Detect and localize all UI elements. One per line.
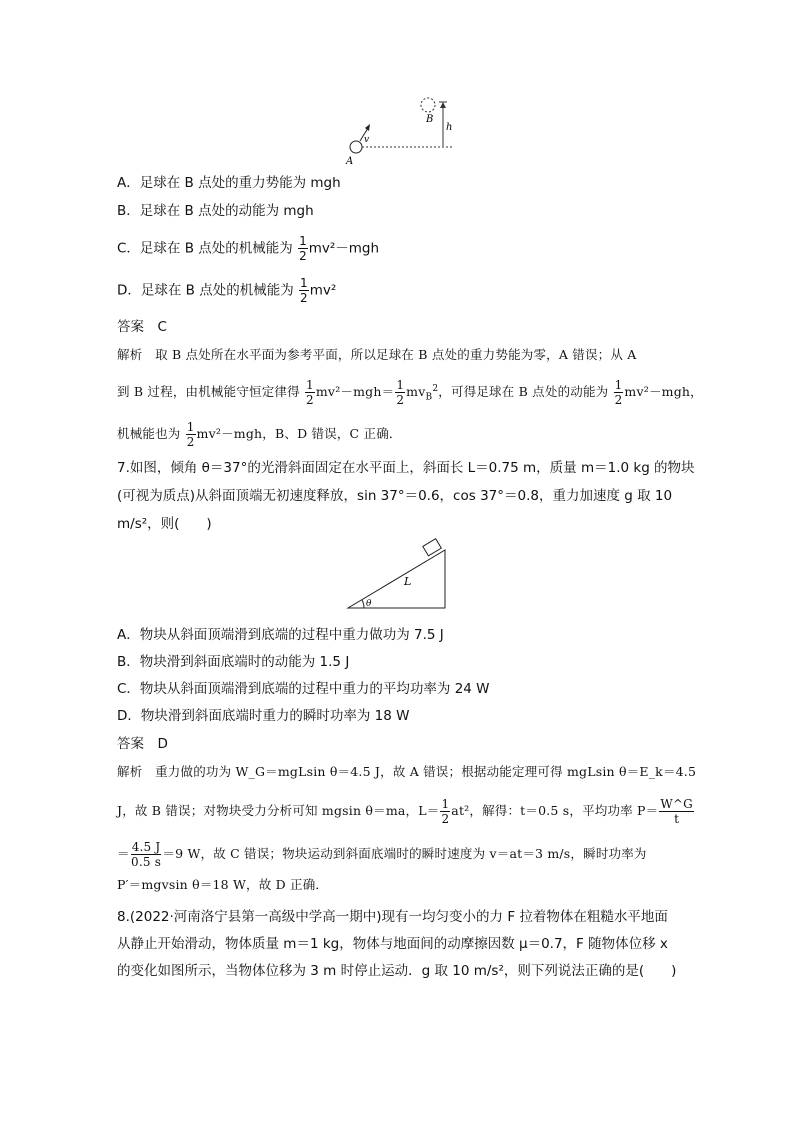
fraction-work-over-time: $\frac{4.5 J}{0.5 s}$ <box>131 840 162 869</box>
q6-option-c-expr: mv²－mgh <box>308 240 380 257</box>
q6-explanation-2: 到 B 过程，由机械能守恒定律得 $\frac{1}{2}$ mv²－mgh＝ $\frac{1}{2}$ $mv_B^2$，可得足球在 B 点处的动能为 $\frac{1}{2}$ mv²－mgh， <box>117 378 703 407</box>
label-b: B <box>426 114 434 125</box>
q7-answer: 答案 D <box>117 736 168 752</box>
q7-option-b: B．物块滑到斜面底端时的动能为 1.5 J <box>117 654 350 670</box>
ball-b-dashed <box>421 98 435 112</box>
q7-stem-2: (可视为质点)从斜面顶端无初速度释放，sin 37°＝0.6，cos 37°＝0.8，重力加速度 g 取 10 <box>117 488 673 504</box>
q6-option-d <box>117 276 336 305</box>
q7-explanation-2: J，故 B 错误；对物块受力分析可知 mgsin θ＝ma，L＝ $\frac{1}{2}$ at²，解得：t＝0.5 s，平均功率 P＝ $\frac{W\^{}G}{t}$ <box>117 797 693 826</box>
q7-explanation-4: P′＝mgvsin θ＝18 W，故 D 正确． <box>117 877 329 892</box>
fraction-wg-over-t: $\frac{W\^{}G}{t}$ <box>660 797 693 826</box>
q7-option-a: A．物块从斜面顶端滑到底端的过程中重力做功为 7.5 J <box>117 627 444 643</box>
q6-option-c-text: C．足球在 B 点处的机械能为 <box>117 240 293 257</box>
fraction-half: $\frac{1}{2}$ <box>306 378 314 407</box>
q7-option-c: C．物块从斜面顶端滑到底端的过程中重力的平均功率为 24 W <box>117 681 490 697</box>
q6-explanation-3: 机械能也为 $\frac{1}{2}$ mv²－mgh，B、D 错误，C 正确． <box>117 420 402 449</box>
q8-stem-2: 从静止开始滑动，物体质量 m＝1 kg，物体与地面间的动摩擦因数 μ＝0.7，F 随物体位移 x <box>117 936 668 952</box>
ball-a <box>350 141 362 153</box>
fraction-half: $\frac{1}{2}$ <box>186 420 195 449</box>
label-a: A <box>346 156 354 164</box>
q7-option-d: D．物块滑到斜面底端时重力的瞬时功率为 18 W <box>117 708 410 724</box>
q7-explanation-1: 解析 重力做的功为 W_G＝mgLsin θ＝4.5 J，故 A 错误；根据动能定理可得 mgLsin θ＝E_k＝4.5 <box>117 764 697 779</box>
label-h: h <box>446 122 453 133</box>
angle-arc <box>362 600 364 608</box>
velocity-arrow-head <box>365 124 370 131</box>
figure-incline <box>340 535 455 615</box>
q6-answer: 答案 C <box>117 319 167 335</box>
q6-option-d-text: D．足球在 B 点处的机械能为 <box>117 282 294 299</box>
q6-option-d-expr: mv² <box>309 282 337 299</box>
label-l: L <box>404 575 412 588</box>
fraction-half: $\frac{1}{2}$ <box>300 276 308 305</box>
q6-option-b: B．足球在 B 点处的动能为 mgh <box>117 203 314 219</box>
q6-explanation-1: 解析 取 B 点处所在水平面为参考平面，所以足球在 B 点处的重力势能为零，A 错误；从 A <box>117 347 637 362</box>
q8-stem-3: 的变化如图所示，当物体位移为 3 m 时停止运动．g 取 10 m/s²，则下列说法正确的是( ) <box>117 963 677 979</box>
figure-ball-trajectory <box>340 92 470 164</box>
incline-triangle <box>348 550 445 608</box>
q6-option-c <box>117 234 379 263</box>
fraction-half: $\frac{1}{2}$ <box>441 797 450 826</box>
label-theta: θ <box>366 599 372 609</box>
q7-explanation-3: ＝ $\frac{4.5 J}{0.5 s}$ ＝9 W，故 C 错误；物块运动到斜面底端时的瞬时速度为 v＝at＝3 m/s，瞬时功率为 <box>117 840 647 869</box>
fraction-half: $\frac{1}{2}$ <box>299 234 307 263</box>
fraction-half: $\frac{1}{2}$ <box>614 378 623 407</box>
q8-stem-1: 8.(2022·河南洛宁县第一高级中学高一期中)现有一均匀变小的力 F 拉着物体在粗糙水平地面 <box>117 909 668 925</box>
q7-stem-3: m/s²，则( ) <box>117 516 212 532</box>
q6-option-a: A．足球在 B 点处的重力势能为 mgh <box>117 175 341 191</box>
height-arrow-head <box>440 102 446 108</box>
fraction-half: $\frac{1}{2}$ <box>396 378 405 407</box>
q7-stem-1: 7.如图，倾角 θ＝37°的光滑斜面固定在水平面上，斜面长 L＝0.75 m，质量 m＝1.0 kg 的物块 <box>117 460 695 476</box>
label-v: v <box>364 135 370 145</box>
